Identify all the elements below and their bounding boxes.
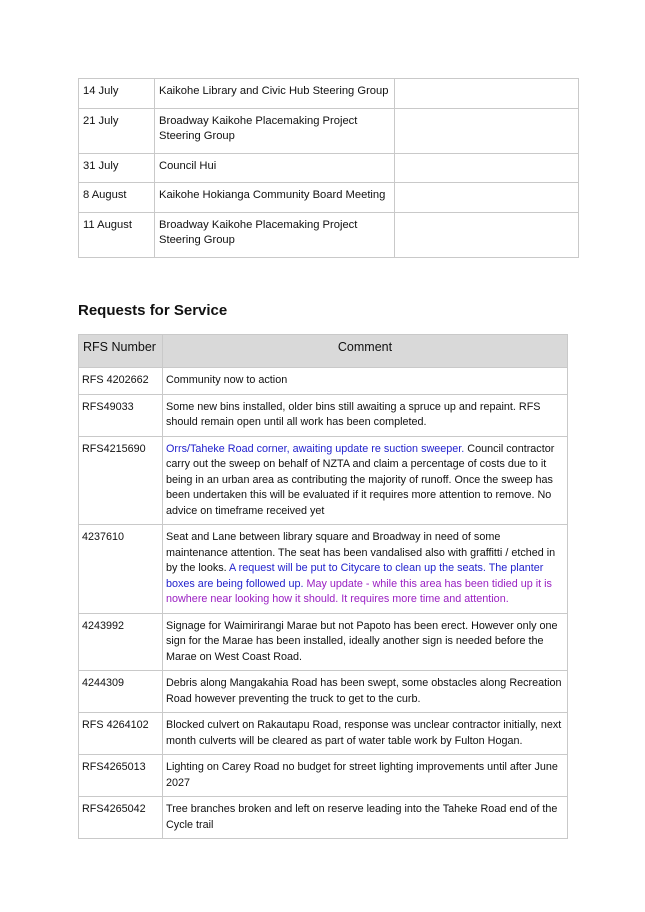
rfs-number: 4244309 [79, 671, 163, 713]
rfs-number: RFS 4202662 [79, 368, 163, 395]
rfs-comment-text: Council contractor carry out the sweep on behalf of NZTA and claim a percentage of costs due to it being in an urban area as contributing the majority of runoff. Once the sweep has been undertaken this will be evaluated if it requires more attention to remove. No advice on timeframe received yet [166, 442, 555, 517]
rfs-comment: Debris along Mangakahia Road has been swept, some obstacles along Recreation Road however preventing the truck to get to the curb. [163, 671, 568, 713]
rfs-comment-update-blue: Orrs/Taheke Road corner, awaiting update re suction sweeper. [166, 442, 465, 455]
rfs-comment-update-purple: May update - while this area has been tidied up it is nowhere near looking how it should. It requires more time and attention. [166, 577, 552, 605]
table-row [79, 368, 568, 395]
rfs-comment-text: Seat and Lane between library square and Broadway in need of some maintenance attention. The seat has been vandalised also with graffitti / etched in by the looks. [166, 531, 556, 574]
meeting-event: Council Hui [155, 153, 395, 183]
table-row [79, 108, 579, 153]
meeting-notes [395, 79, 579, 109]
table-row [79, 671, 568, 713]
meeting-notes [395, 153, 579, 183]
meeting-event: Kaikohe Hokianga Community Board Meeting [155, 183, 395, 213]
meeting-date: 14 July [79, 79, 155, 109]
rfs-number: RFS4215690 [79, 436, 163, 525]
table-row [79, 153, 579, 183]
meeting-date: 21 July [79, 108, 155, 153]
column-header-rfs-number: RFS Number [79, 335, 163, 368]
meeting-notes [395, 183, 579, 213]
meeting-date: 8 August [79, 183, 155, 213]
table-row [79, 394, 568, 436]
table-row [79, 212, 579, 257]
rfs-comment [163, 436, 568, 525]
table-row [79, 613, 568, 671]
rfs-number: 4243992 [79, 613, 163, 671]
meeting-date: 11 August [79, 212, 155, 257]
rfs-comment: Some new bins installed, older bins still awaiting a spruce up and repaint. RFS should remain open until all work has been completed. [163, 394, 568, 436]
meeting-notes [395, 108, 579, 153]
rfs-comment-update-blue: A request will be put to Citycare to clean up the seats. The planter boxes are being followed up. [166, 562, 544, 590]
meetings-table [78, 78, 579, 258]
table-header-row [79, 335, 568, 368]
rfs-comment: Blocked culvert on Rakautapu Road, response was unclear contractor initially, next month culverts will be cleared as part of water table work by Fulton Hogan. [163, 713, 568, 755]
rfs-number: RFS 4264102 [79, 713, 163, 755]
table-row [79, 797, 568, 839]
table-row [79, 713, 568, 755]
meeting-event: Kaikohe Library and Civic Hub Steering Group [155, 79, 395, 109]
section-heading: Requests for Service [78, 302, 228, 319]
table-row [79, 525, 568, 614]
rfs-number: RFS4265042 [79, 797, 163, 839]
meeting-event: Broadway Kaikohe Placemaking Project Steering Group [155, 108, 395, 153]
rfs-comment: Community now to action [163, 368, 568, 395]
rfs-number: RFS49033 [79, 394, 163, 436]
table-row [79, 755, 568, 797]
column-header-comment: Comment [163, 335, 568, 368]
table-row [79, 436, 568, 525]
rfs-comment: Signage for Waimirirangi Marae but not Papoto has been erect. However only one sign for the Marae has been installed, ideally another sign is needed before the Marae on West Coast Road. [163, 613, 568, 671]
rfs-number: RFS4265013 [79, 755, 163, 797]
rfs-comment: Tree branches broken and left on reserve leading into the Taheke Road end of the Cycle trail [163, 797, 568, 839]
meeting-date: 31 July [79, 153, 155, 183]
table-row [79, 183, 579, 213]
rfs-comment: Lighting on Carey Road no budget for street lighting improvements until after June 2027 [163, 755, 568, 797]
meeting-event: Broadway Kaikohe Placemaking Project Steering Group [155, 212, 395, 257]
meeting-notes [395, 212, 579, 257]
table-row [79, 79, 579, 109]
requests-table [78, 334, 568, 839]
rfs-number: 4237610 [79, 525, 163, 614]
rfs-comment [163, 525, 568, 614]
